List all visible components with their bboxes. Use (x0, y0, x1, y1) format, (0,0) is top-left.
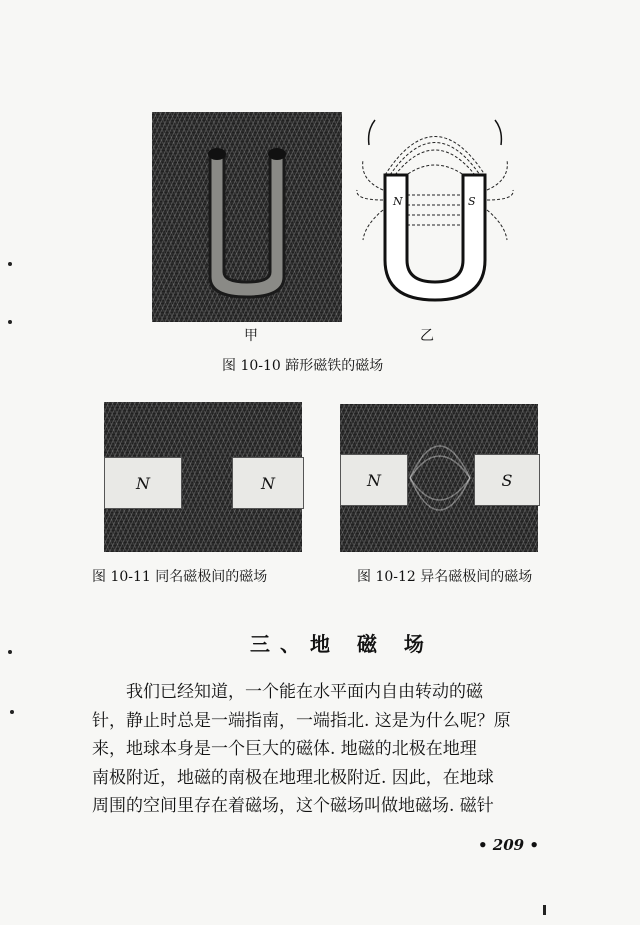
scan-mark (8, 320, 12, 324)
figure-10-10-photo (152, 112, 342, 322)
figure-10-10-drawing (355, 100, 515, 320)
figure-label-b: 乙 (420, 328, 434, 344)
figure-label-a: 甲 (244, 328, 258, 344)
pole-n-label: N (393, 195, 403, 208)
magnet-right (474, 454, 540, 506)
paragraph-line: 我们已经知道，一个能在水平面内自由转动的磁 (126, 682, 483, 702)
pole-label: N (136, 473, 150, 493)
scan-mark (8, 650, 12, 654)
pole-label: N (367, 470, 381, 490)
pole-label: N (261, 473, 275, 493)
section-heading: 三、地 磁 场 (250, 632, 434, 656)
figure-10-11-photo (104, 402, 302, 552)
pole-label: S (501, 470, 513, 490)
figure-10-11-caption: 图 10-11 同名磁极间的磁场 (92, 569, 268, 585)
figure-10-12-photo (340, 404, 538, 552)
horseshoe-magnet-silhouette (152, 112, 342, 322)
pole-s-label: S (468, 195, 476, 208)
figure-10-10-caption: 图 10-10 蹄形磁铁的磁场 (222, 358, 384, 374)
figure-10-12-caption: 图 10-12 异名磁极间的磁场 (357, 569, 533, 585)
scan-mark (10, 710, 14, 714)
magnet-left (104, 457, 182, 509)
body-paragraph (92, 678, 562, 821)
scan-mark (8, 262, 12, 266)
paragraph-line: 来，地球本身是一个巨大的磁体. 地磁的北极在地理 (92, 739, 477, 759)
paragraph-line: 南极附近，地磁的南极在地理北极附近. 因此，在地球 (92, 767, 494, 788)
paragraph-line: 针，静止时总是一端指南，一端指北. 这是为什么呢？原 (92, 710, 511, 731)
scan-mark (543, 905, 546, 915)
magnet-left (340, 454, 408, 506)
horseshoe-field-lines (355, 100, 515, 320)
magnet-right (232, 457, 304, 509)
page-number: • 209 • (478, 836, 539, 854)
paragraph-line: 周围的空间里存在着磁场，这个磁场叫做地磁场. 磁针 (92, 796, 494, 816)
